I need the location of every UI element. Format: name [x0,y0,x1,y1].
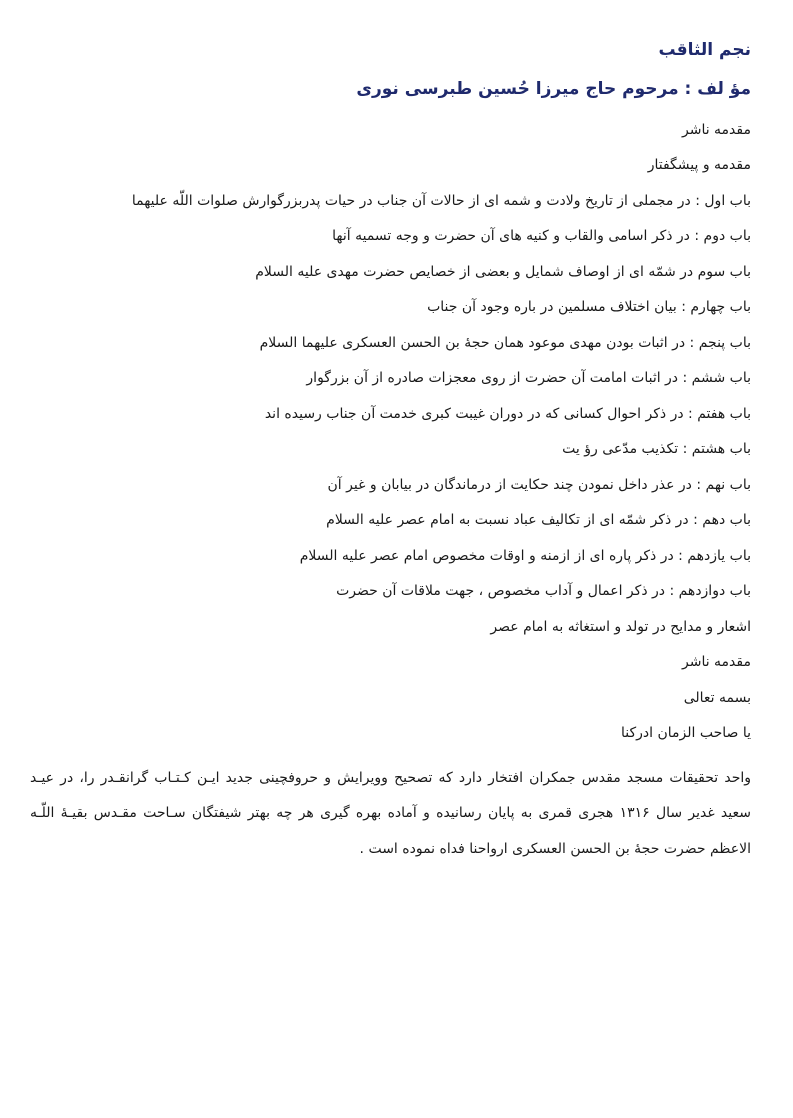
publisher-intro-section [30,654,751,867]
author-line: مؤ لف : مرحوم حاج میرزا حُسین طبرسی نوری [356,79,751,100]
toc-item-chapter-11[interactable]: باب یازدهم : در ذکر پاره ای از ازمنه و اوقات مخصوص امام عصر علیه السلام [299,547,751,564]
table-of-contents [30,122,751,655]
bismillah-line: بسمه تعالی [683,689,751,706]
toc-item-poems[interactable]: اشعار و مدایح در تولد و استغاثه به امام عصر [490,618,751,635]
invocation-line: یا صاحب الزمان ادرکنا [620,725,751,742]
toc-item-chapter-2[interactable]: باب دوم : در ذکر اسامی والقاب و کنیه های آن حضرت و وجه تسمیه آنها [332,228,751,245]
toc-item-chapter-12[interactable]: باب دوازدهم : در ذکر اعمال و آداب مخصوص ، جهت ملاقات آن حضرت [336,583,751,600]
toc-item-chapter-3[interactable]: باب سوم در شمّه ای از اوصاف شمایل و بعضی از خصایص حضرت مهدی علیه السلام [255,263,751,280]
toc-item-chapter-4[interactable]: باب چهارم : بیان اختلاف مسلمین در باره وجود آن جناب [427,299,751,316]
toc-item-chapter-1[interactable]: باب اول : در مجملی از تاریخ ولادت و شمه ای از حالات آن جناب در حیات پدربزرگوارش صلوات اللّه علیهما [131,192,751,209]
toc-item-chapter-9[interactable]: باب نهم : در عذر داخل نمودن چند حکایت از درماندگان در بیابان و غیر آن [327,476,751,493]
toc-item-chapter-10[interactable]: باب دهم : در ذکر شمّه ای از تکالیف عباد نسبت به امام عصر علیه السلام [326,512,751,529]
toc-item-chapter-6[interactable]: باب ششم : در اثبات امامت آن حضرت از روی معجزات صادره از آن بزرگوار [306,370,751,387]
toc-item-chapter-8[interactable]: باب هشتم : تکذیب مدّعی رؤ یت [562,441,751,458]
toc-item-publisher-intro[interactable]: مقدمه ناشر [681,121,751,138]
toc-item-chapter-7[interactable]: باب هفتم : در ذکر احوال کسانی که در دوران غیبت کبری خدمت آن جناب رسیده اند [264,405,751,422]
section-heading: مقدمه ناشر [681,654,751,671]
intro-paragraph: واحد تحقیقات مسجد مقدس جمکران افتخار دارد که تصحیح وویرایش و حروفچینی جدید ایـن کـتـاب گرانقـدر را، در عیـد سعید غدیر سال ۱۳۱۶ هجری قمری به پایان رسانیده و آماده بهره گیری هر چه بهتر شیفتگان سـاحت مقـدس بقیـهٔ اللّـه الاعظم حضرت حجهٔ بن الحسن العسکری ارواحنا فداه نموده است . [30,769,751,857]
toc-item-preface[interactable]: مقدمه و پیشگفتار [647,157,751,174]
toc-item-chapter-5[interactable]: باب پنجم : در اثبات بودن مهدی موعود همان حجهٔ بن الحسن العسکری علیهما السلام [259,334,751,351]
book-title: نجم الثاقب [658,40,751,60]
